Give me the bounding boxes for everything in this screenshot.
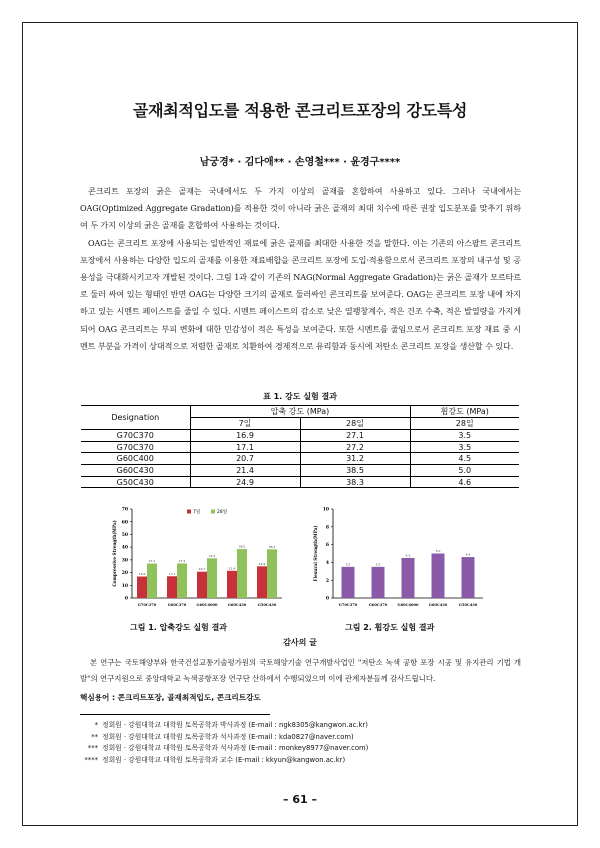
x-tick-label: G60C370	[368, 603, 388, 607]
results-table	[81, 405, 519, 488]
y-axis-label: Flexural Strength(MPa)	[313, 525, 318, 582]
legend-label: 7일	[193, 510, 201, 515]
page-number: – 61 –	[283, 793, 317, 806]
table-row: G60C400 20.7 31.2 4.5	[81, 453, 519, 465]
footnote: **** 정회원 · 강원대학교 대학원 토목공학과 교수 (E-mail : kkyun@kangwon.ac.kr)	[84, 755, 346, 764]
y-tick-label: 70	[121, 507, 128, 513]
data-label: 4.6	[465, 552, 471, 557]
footnote: *** 정회원 · 강원대학교 대학원 토목공학과 석사과정 (E-mail : monkey8977@naver.com)	[87, 744, 369, 753]
sub-header-7d: 7일	[190, 418, 300, 430]
acknowledgment-title: 감사의 글	[283, 638, 317, 647]
data-label: 31.2	[208, 553, 216, 558]
figure-1-caption: 그림 1. 압축강도 실험 결과	[130, 623, 228, 632]
paper-title: 골재최적입도를 적용한 콘크리트포장의 강도특성	[132, 101, 468, 120]
bar	[137, 577, 147, 598]
compressive-strength-chart	[110, 503, 286, 615]
legend-swatch	[187, 510, 191, 514]
flexural-header: 휨강도 (MPa)	[410, 406, 519, 418]
bar	[167, 576, 177, 598]
sub-header-28d: 28일	[300, 418, 410, 430]
bar	[267, 549, 277, 598]
table-caption: 표 1. 강도 실험 결과	[263, 392, 337, 401]
footnote: * 정회원 · 강원대학교 대학원 토목공학과 박사과정 (E-mail : ngk8305@kangwon.ac.kr)	[94, 721, 368, 729]
author-list: 남궁경* · 김다애** · 손영철*** · 윤경구****	[199, 157, 401, 168]
x-tick-label: G60C430	[227, 603, 247, 607]
y-axis-label: Compressive Strength(MPa)	[112, 520, 117, 587]
data-label: 3.5	[345, 562, 351, 567]
bar	[237, 549, 247, 598]
bar	[147, 564, 157, 598]
legend-swatch	[211, 510, 215, 514]
designation-header: Designation	[81, 406, 190, 430]
x-tick-label: G60C370	[167, 603, 187, 607]
y-tick-label: 0	[325, 596, 329, 602]
data-label: 17.1	[168, 571, 176, 576]
y-tick-label: 50	[121, 533, 128, 539]
data-label: 3.5	[375, 562, 381, 567]
bar	[177, 563, 187, 598]
data-label: 4.5	[405, 553, 411, 558]
x-tick-label: G60C430	[428, 603, 448, 607]
data-label: 24.9	[258, 561, 266, 566]
data-label: 38.5	[238, 544, 246, 549]
legend-label: 28일	[217, 510, 228, 515]
body-text	[80, 183, 521, 355]
bar	[257, 566, 267, 598]
table-row: G60C430 21.4 38.5 5.0	[81, 465, 519, 477]
data-label: 16.9	[138, 572, 146, 577]
footnote: ** 정회원 · 강원대학교 대학원 토목공학과 석사과정 (E-mail : kda0827@naver.com)	[91, 732, 354, 741]
sub-header-28d-flex: 28일	[410, 418, 519, 430]
data-label: 27.1	[148, 559, 156, 564]
data-label: 38.3	[268, 544, 276, 549]
acknowledgment-text: 본 연구는 국토해양부와 한국건설교통기술평가원의 국토해양기술 연구개발사업인 "저탄소 녹색 공항 포장 시공 및 유지관리 기법 개발"의 연구지원으로 중앙대학교 녹색공항포장 연구단 산하에서 수행되었으며 이에 관계자분들께 감사드립니다.	[80, 658, 521, 683]
table-row: G70C370 17.1 27.2 3.5	[81, 441, 519, 453]
y-tick-label: 2	[325, 578, 329, 584]
data-label: 5.0	[435, 549, 441, 553]
footnote-divider	[80, 714, 270, 715]
bar	[207, 558, 217, 598]
y-tick-label: 4	[325, 561, 329, 566]
y-tick-label: 10	[322, 507, 329, 513]
y-tick-label: 20	[121, 571, 128, 577]
x-tick-label: G60C4000	[397, 603, 419, 607]
figure-2-caption: 그림 2. 휨강도 실험 결과	[345, 623, 435, 632]
bar	[432, 554, 445, 599]
bar	[227, 571, 237, 598]
y-tick-label: 40	[121, 545, 128, 551]
data-label: 20.7	[198, 567, 206, 572]
y-tick-label: 8	[325, 525, 329, 531]
keywords: 핵심용어 : 콘크리트포장, 골재최적입도, 콘크리트강도	[80, 693, 261, 702]
bar	[197, 572, 207, 598]
bar	[402, 558, 415, 598]
y-tick-label: 10	[121, 583, 128, 589]
data-label: 27.2	[178, 558, 186, 563]
y-tick-label: 6	[325, 543, 329, 549]
bar	[372, 567, 385, 598]
x-tick-label: G60C4000	[196, 603, 218, 607]
x-tick-label: G70C370	[137, 603, 157, 607]
compressive-header: 압축 강도 (MPa)	[190, 406, 410, 418]
table-row: G70C370 16.9 27.1 3.5	[81, 430, 519, 442]
y-tick-label: 30	[121, 558, 128, 564]
table-row: G50C430 24.9 38.3 4.6	[81, 476, 519, 488]
flexural-strength-chart	[311, 503, 487, 615]
y-tick-label: 0	[124, 596, 128, 602]
bar	[462, 557, 475, 598]
x-tick-label: G50C430	[458, 603, 478, 607]
footnotes	[72, 720, 532, 766]
paragraph: 콘크리트 포장의 굵은 골재는 국내에서도 두 가지 이상의 골재를 혼합하여 사용하고 있다. 그러나 국내에서는 OAG(Optimized Aggregate Gradation)를 적용한 것이 아니라 굵은 골재의 최대 치수에 따른 권장 입도분포를 맞추기 위하여 두 가지 이상의 굵은 골재를 혼합하여 사용하는 것이다.	[80, 186, 521, 231]
paragraph: OAG는 콘크리트 포장에 사용되는 일반적인 재료에 굵은 골재를 최대한 사용한 것을 말한다. 이는 기존의 아스팔트 콘크리트 포장에서 사용하는 다양한 입도의 골재를 이용한 재료배합을 콘크리트 포장에 도입·적용함으로서 콘크리트 포장의 내구성 및 공용성을 극대화시키고자 개발된 것이다. 그림 1과 같이 기존의 NAG(Normal Aggregate Gradation)는 굵은 골재가 모르타르로 둘러 싸여 있는 형태인 반면 OAG는 다양한 크기의 골재로 둘러싸인 콘크리트를 보여준다. OAG는 콘크리트 포장 내에 차지하고 있는 시멘트 페이스트를 줄일 수 있다. 시멘트 페이스트의 감소로 낮은 열팽창계수, 적은 건조 수축, 적은 발열량을 가지게 되어 OAG 콘크리트는 부피 변화에 대한 민감성이 적은 특성을 보여준다. 또한 시멘트를 줄임으로서 콘크리트 포장 재료 중 시멘트 부분을 가격이 상대적으로 저렴한 골재로 치환하여 경제적으로 유리함과 동시에 저탄소 콘크리트 포장을 생산할 수 있다.	[80, 237, 521, 351]
bar	[342, 567, 355, 598]
data-label: 21.4	[228, 566, 236, 571]
x-tick-label: G70C370	[338, 603, 358, 607]
x-tick-label: G50C430	[257, 603, 277, 607]
y-tick-label: 60	[121, 520, 128, 526]
